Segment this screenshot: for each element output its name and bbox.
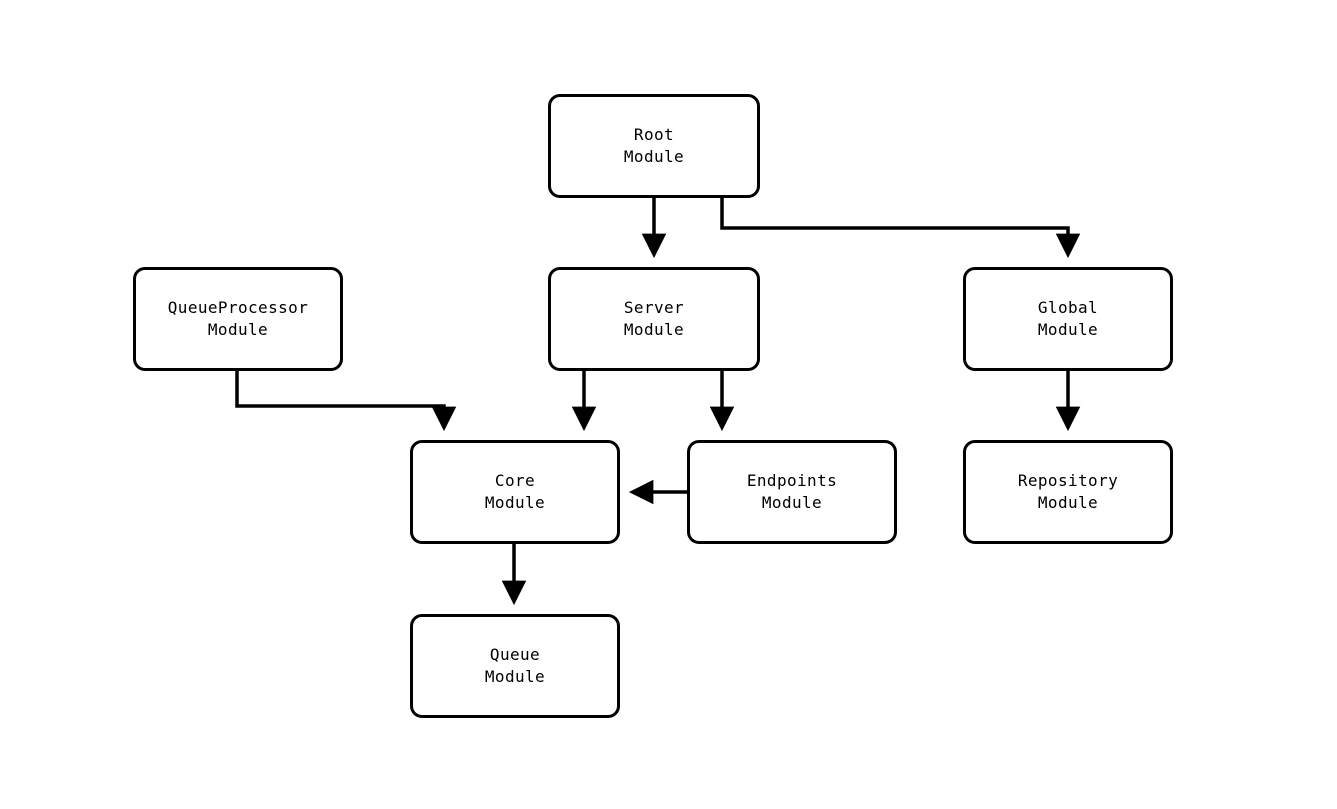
edge-root-global bbox=[722, 198, 1068, 252]
node-endpoints[interactable] bbox=[687, 440, 897, 544]
node-global[interactable] bbox=[963, 267, 1173, 371]
node-endpoints-line2: Module bbox=[761, 493, 823, 512]
node-root-line2: Module bbox=[623, 147, 685, 166]
node-repository-line1: Repository bbox=[1017, 471, 1119, 490]
node-core-line2: Module bbox=[484, 493, 546, 512]
node-core[interactable] bbox=[410, 440, 620, 544]
node-endpoints-line1: Endpoints bbox=[746, 471, 838, 490]
edge-queueprocessor-core bbox=[237, 371, 444, 425]
node-repository[interactable] bbox=[963, 440, 1173, 544]
node-repository-line2: Module bbox=[1037, 493, 1099, 512]
node-queueprocessor[interactable] bbox=[133, 267, 343, 371]
node-queueprocessor-line2: Module bbox=[207, 320, 269, 339]
node-queue-line2: Module bbox=[484, 667, 546, 686]
node-queue-line1: Queue bbox=[489, 645, 541, 664]
node-server-line2: Module bbox=[623, 320, 685, 339]
node-root-line1: Root bbox=[633, 125, 675, 144]
node-queueprocessor-line1: QueueProcessor bbox=[167, 298, 309, 317]
node-global-line2: Module bbox=[1037, 320, 1099, 339]
node-global-line1: Global bbox=[1037, 298, 1099, 317]
node-root[interactable] bbox=[548, 94, 760, 198]
node-server-line1: Server bbox=[623, 298, 685, 317]
node-core-line1: Core bbox=[494, 471, 536, 490]
node-server[interactable] bbox=[548, 267, 760, 371]
node-queue[interactable] bbox=[410, 614, 620, 718]
